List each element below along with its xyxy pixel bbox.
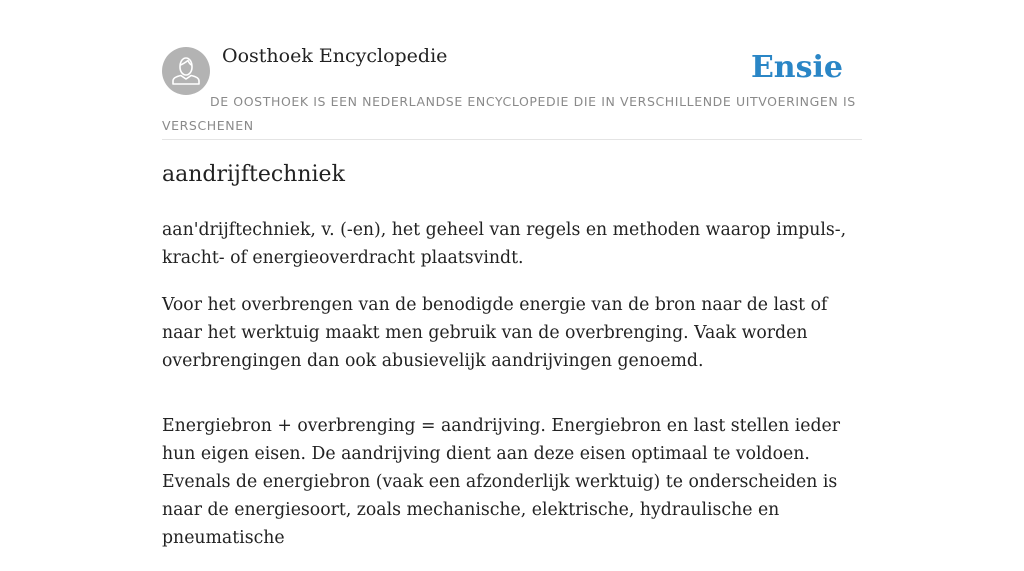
article-body xyxy=(162,216,862,571)
source-description: DE OOSTHOEK IS EEN NEDERLANDSE ENCYCLOPEDIE DIE IN VERSCHILLENDE UITVOERINGEN IS VERSCHENEN xyxy=(162,94,856,133)
ensie-logo[interactable]: Ensie xyxy=(750,50,843,85)
source-header xyxy=(162,0,862,140)
avatar[interactable] xyxy=(162,47,210,95)
article-title: aandrijftechniek xyxy=(162,162,345,187)
source-title-link[interactable]: Oosthoek Encyclopedie xyxy=(222,45,448,67)
article-paragraph-overbrenging: Voor het overbrengen van de benodigde energie van de bron naar de last of naar het werktuig maakt men gebruik van de overbrenging. Vaak worden overbrengingen dan ook abusievelijk aandrijvingen genoemd. xyxy=(162,295,828,371)
page xyxy=(162,0,862,548)
article-paragraph-definition: aan'drijftechniek, v. (-en), het geheel van regels en methoden waarop impuls-, kracht- of energieoverdracht plaatsvindt. xyxy=(162,220,847,268)
article-paragraph-energiebron: Energiebron + overbrenging = aandrijving. Energiebron en last stellen ieder hun eigen eisen. De aandrijving dient aan deze eisen optimaal te voldoen. Evenals de energiebron (vaak een afzonderlijk werktuig) te onderscheiden is naar de energiesoort, zoals mechanische, elektrische, hydraulische en pneumatische xyxy=(162,416,841,548)
user-silhouette-icon xyxy=(162,47,210,95)
